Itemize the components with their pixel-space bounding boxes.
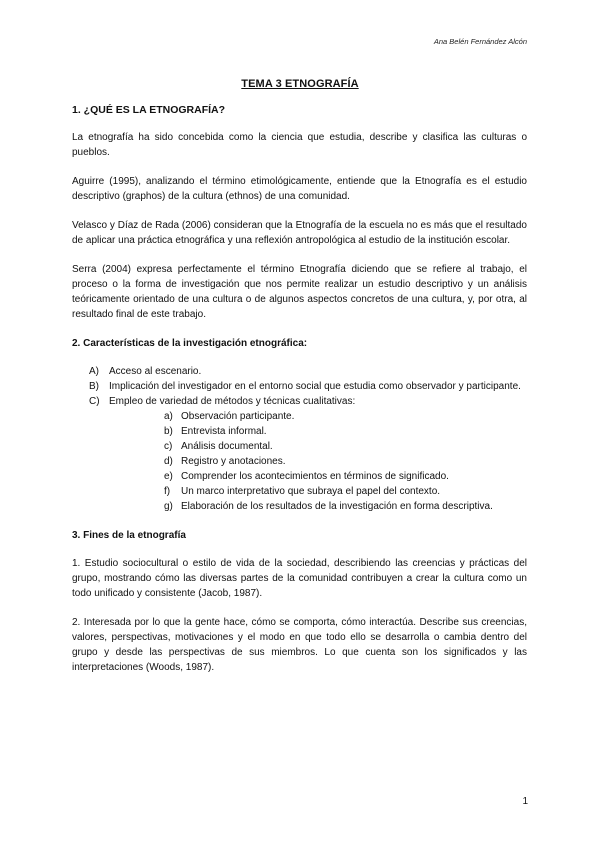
sublist-marker: f) <box>164 486 171 497</box>
sublist-item-text: Un marco interpretativo que subraya el papel del contexto. <box>181 486 441 497</box>
document-body <box>72 103 527 689</box>
sublist-marker: c) <box>164 441 173 452</box>
sublist-item-text: Registro y anotaciones. <box>181 456 286 467</box>
section-1-paragraph: Serra (2004) expresa perfectamente el término Etnografía diciendo que se refiere al trabajo, el proceso o la forma de investigación que nos permite realizar un estudio descriptivo y un análisis teóricamente orientado de una cultura o de algunos aspectos concretos de una cultura, y, por otra, al resultado final de este trabajo. <box>72 264 527 320</box>
sublist-marker: a) <box>164 411 173 422</box>
section-3-paragraph: 2. Interesada por lo que la gente hace, cómo se comporta, cómo interactúa. Describe sus creencias, valores, perspectivas, motivaciones y el modo en que todo ello se desarrolla o cambia dentro del grupo y desde las perspectivas de sus miembros. Lo que cuenta son los significados y las interpretaciones (Woods, 1987). <box>72 617 527 673</box>
sublist-item <box>109 454 527 469</box>
sublist-item-text: Elaboración de los resultados de la investigación en forma descriptiva. <box>181 501 493 512</box>
list-marker: B) <box>89 381 99 392</box>
sublist-item-text: Entrevista informal. <box>181 426 267 437</box>
sublist-item <box>109 409 527 424</box>
characteristics-list <box>72 364 527 514</box>
sublist-item <box>109 439 527 454</box>
list-item-text: Implicación del investigador en el entorno social que estudia como observador y participante. <box>109 381 521 392</box>
sublist-item-text: Observación participante. <box>181 411 295 422</box>
sublist-marker: d) <box>164 456 173 467</box>
sublist-item <box>109 424 527 439</box>
methods-sublist <box>109 409 527 514</box>
section-3-heading: 3. Fines de la etnografía <box>72 530 186 541</box>
section-1-paragraph: Velasco y Díaz de Rada (2006) consideran que la Etnografía de la escuela no es más que el resultado de aplicar una práctica etnográfica y una reflexión antropológica al estudio de la institución escolar. <box>72 220 527 246</box>
sublist-marker: e) <box>164 471 173 482</box>
sublist-marker: g) <box>164 501 173 512</box>
document-title: TEMA 3 ETNOGRAFÍA <box>241 78 359 90</box>
section-1-paragraph: Aguirre (1995), analizando el término etimológicamente, entiende que la Etnografía es el estudio descriptivo (graphos) de la cultura (ethnos) de una comunidad. <box>72 176 527 202</box>
list-item <box>72 379 527 394</box>
header-author: Ana Belén Fernández Alcón <box>433 37 527 46</box>
sublist-marker: b) <box>164 426 173 437</box>
section-1-paragraph: La etnografía ha sido concebida como la ciencia que estudia, describe y clasifica las culturas o pueblos. <box>72 132 527 158</box>
sublist-item <box>109 484 527 499</box>
section-1-heading: 1. ¿QUÉ ES LA ETNOGRAFÍA? <box>72 104 226 116</box>
sublist-item <box>109 499 527 514</box>
list-item-text: Empleo de variedad de métodos y técnicas cualitativas: <box>109 396 356 407</box>
section-3-paragraph: 1. Estudio sociocultural o estilo de vida de la sociedad, describiendo las creencias y prácticas del grupo, mostrando cómo las diversas partes de la comunidad contribuyen a crear la cultura como un todo unificado y consistente (Jacob, 1987). <box>72 558 527 599</box>
list-marker: A) <box>89 366 99 377</box>
list-item <box>72 394 527 514</box>
sublist-item-text: Comprender los acontecimientos en términos de significado. <box>181 471 449 482</box>
sublist-item <box>109 469 527 484</box>
list-item-text: Acceso al escenario. <box>109 366 202 377</box>
section-2-heading: 2. Características de la investigación etnográfica: <box>72 338 308 349</box>
page-number: 1 <box>522 796 528 807</box>
list-marker: C) <box>89 396 100 407</box>
list-item <box>72 364 527 379</box>
sublist-item-text: Análisis documental. <box>181 441 273 452</box>
